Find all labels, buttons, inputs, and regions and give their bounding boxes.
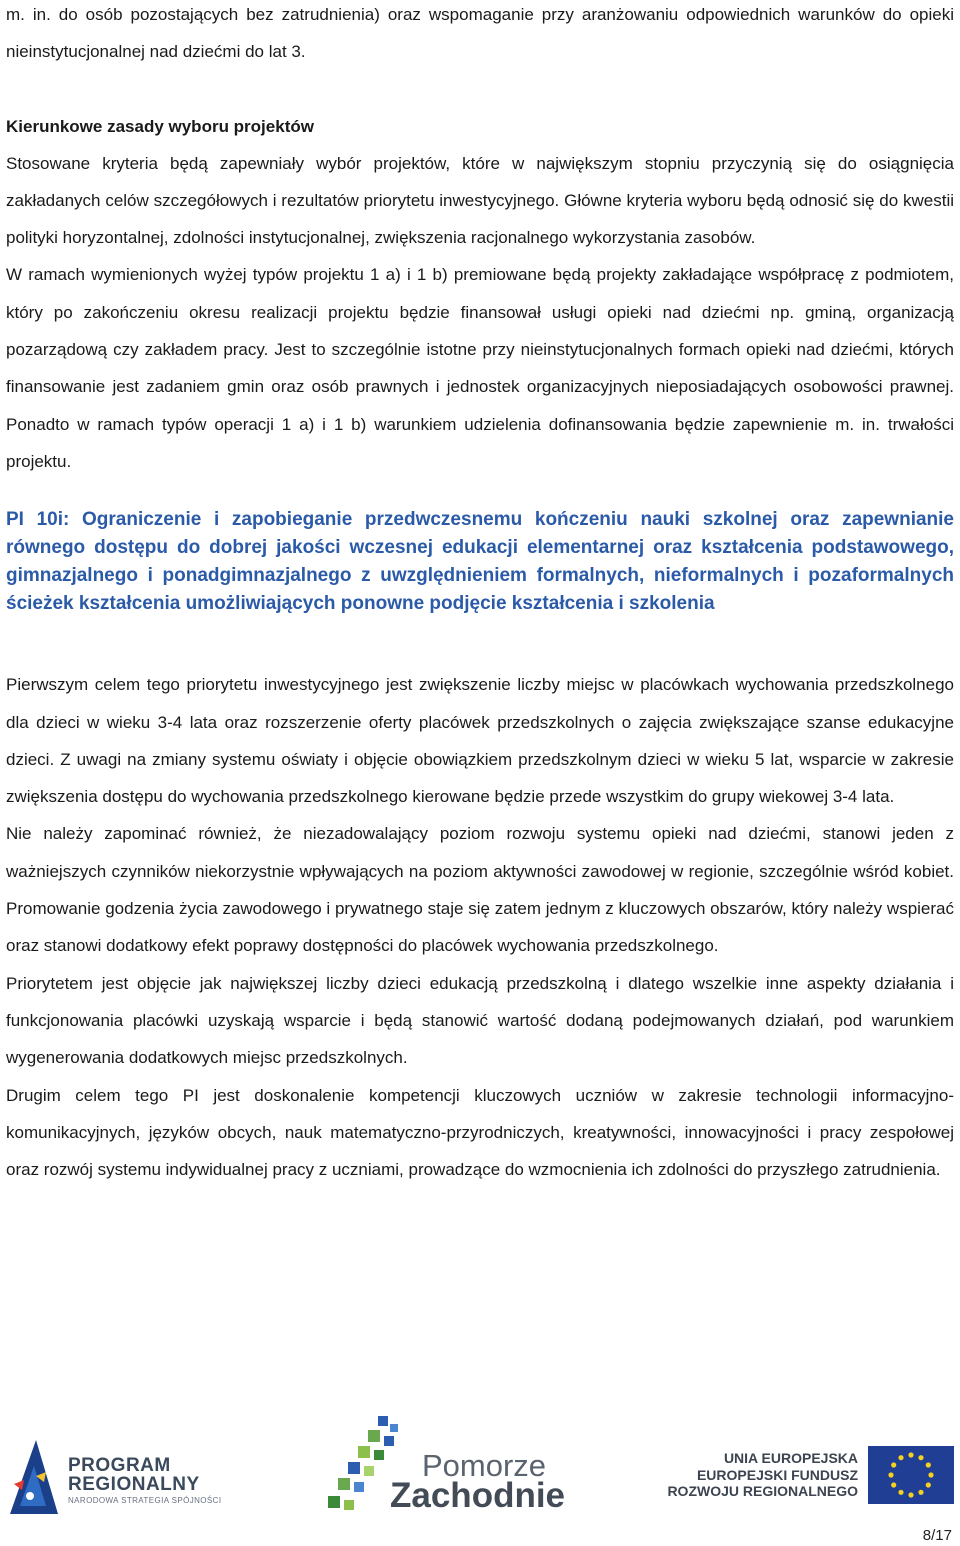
childcare-paragraph: Nie należy zapominać również, że niezadowalający poziom rozwoju systemu opieki nad dziećmi, stanowi jeden z ważniejszych czynników niekorzystnie wpływających na poziom aktywności zawodowej w regionie, szczególnie wśród kobiet. Promowanie godzenia życia zawodowego i prywatnego staje się zatem jednym z kluczowych obszarów, który należy wspierać oraz stanowi dodatkowy efekt poprawy dostępności do placówek wychowania przedszkolnego.: [6, 824, 954, 956]
second-goal-paragraph: Drugim celem tego PI jest doskonalenie kompetencji kluczowych uczniów w zakresie technologii informacyjno-komunikacyjnych, języków obcych, nauk matematyczno-przyrodniczych, kreatywności, innowacyjności i pracy zespołowej oraz rozwój systemu indywidualnej pracy z uczniami, prowadzące do wzmocnienia ich zdolności do przyszłego zatrudnienia.: [6, 1085, 954, 1180]
eu-flag-icon: [868, 1446, 954, 1504]
eu-line3: ROZWOJU REGIONALNEGO: [667, 1483, 858, 1499]
program-title: [68, 1456, 200, 1494]
projects-paragraph: W ramach wymienionych wyżej typów projektu 1 a) i 1 b) premiowane będą projekty zakładające współpracę z podmiotem, który po zakończeniu okresu realizacji projektu będzie finansował usługi opieki nad dziećmi np. gminą, organizacją pozarządową czy zakładem pracy. Jest to szczególnie istotne przy nieinstytucjonalnych formach opieki nad dziećmi, których finansowanie jest zadaniem gmin oraz osób prawnych i jednostek organizacyjnych nieposiadających osobowości prawnej. Ponadto w ramach typów operacji 1 a) i 1 b) warunkiem udzielenia dofinansowania będzie zapewnienie m. in. trwałości projektu.: [6, 265, 954, 471]
pomorze-zachodnie-logo: [318, 1410, 578, 1520]
program-title-line2: REGIONALNY: [68, 1474, 200, 1495]
section-title: Kierunkowe zasady wyboru projektów: [6, 116, 314, 136]
priority-paragraph: Priorytetem jest objęcie jak największej liczby dzieci edukacją przedszkolną i dlatego wszelkie inne aspekty działania i funkcjonowania placówki uzyskają wsparcie i będą stanowić wartość dodaną podejmowanych działań, pod warunkiem wygenerowania dodatkowych miejsc przedszkolnych.: [6, 973, 954, 1068]
criteria-paragraph: Stosowane kryteria będą zapewniały wybór projektów, które w największym stopniu przyczynią się do osiągnięcia zakładanych celów szczegółowych i rezultatów priorytetu inwestycyjnego. Główne kryteria wyboru będą odnosić się do kwestii polityki horyzontalnej, zdolności instytucjonalnej, zwiększenia racjonalnego wykorzystania zasobów.: [6, 153, 954, 248]
zachodnie-word: Zachodnie: [390, 1476, 566, 1515]
document-page: [6, 0, 954, 1188]
eu-text: [648, 1450, 858, 1500]
program-regionalny-icon: [6, 1436, 62, 1516]
eu-line1: UNIA EUROPEJSKA: [723, 1450, 858, 1466]
pomorze-word: Pomorze: [422, 1448, 547, 1483]
pi-heading: PI 10i: Ograniczenie i zapobieganie przedwczesnemu kończeniu nauki szkolnej oraz zapewnianie równego dostępu do dobrej jakości wczesnej edukacji elementarnej oraz kształcenia podstawowego, gimnazjalnego i ponadgimnazjalnego z uwzględnieniem formalnych, nieformalnych i pozaformalnych ścieżek kształcenia umożliwiających ponowne podjęcie kształcenia i szkolenia: [6, 509, 954, 615]
page-number: 8/17: [922, 1527, 952, 1544]
eu-line2: EUROPEJSKI FUNDUSZ: [696, 1466, 858, 1483]
program-regionalny-logo: [6, 1436, 256, 1516]
program-title-line1: PROGRAM: [68, 1455, 171, 1476]
intro-paragraph: m. in. do osób pozostających bez zatrudnienia) oraz wspomaganie przy aranżowaniu odpowiednich warunków do opieki nieinstytucjonalnej nad dziećmi do lat 3.: [6, 5, 954, 62]
eu-fund-logo: [648, 1446, 954, 1516]
first-goal-paragraph: Pierwszym celem tego priorytetu inwestycyjnego jest zwiększenie liczby miejsc w placówkach wychowania przedszkolnego dla dzieci w wieku 3-4 lata oraz rozszerzenie oferty placówek przedszkolnych o zajęcia zwiększające szanse edukacyjne dzieci. Z uwagi na zmiany systemu oświaty i objęcie obowiązkiem przedszkolnym dzieci w wieku 5 lat, wsparcie w zakresie zwiększenia dostępu do wychowania przedszkolnego kierowane będzie przede wszystkim do grupy wiekowej 3-4 lata.: [6, 675, 954, 807]
program-subtitle: NARODOWA STRATEGIA SPÓJNOŚCI: [68, 1496, 222, 1505]
footer-logos: [0, 1400, 960, 1520]
